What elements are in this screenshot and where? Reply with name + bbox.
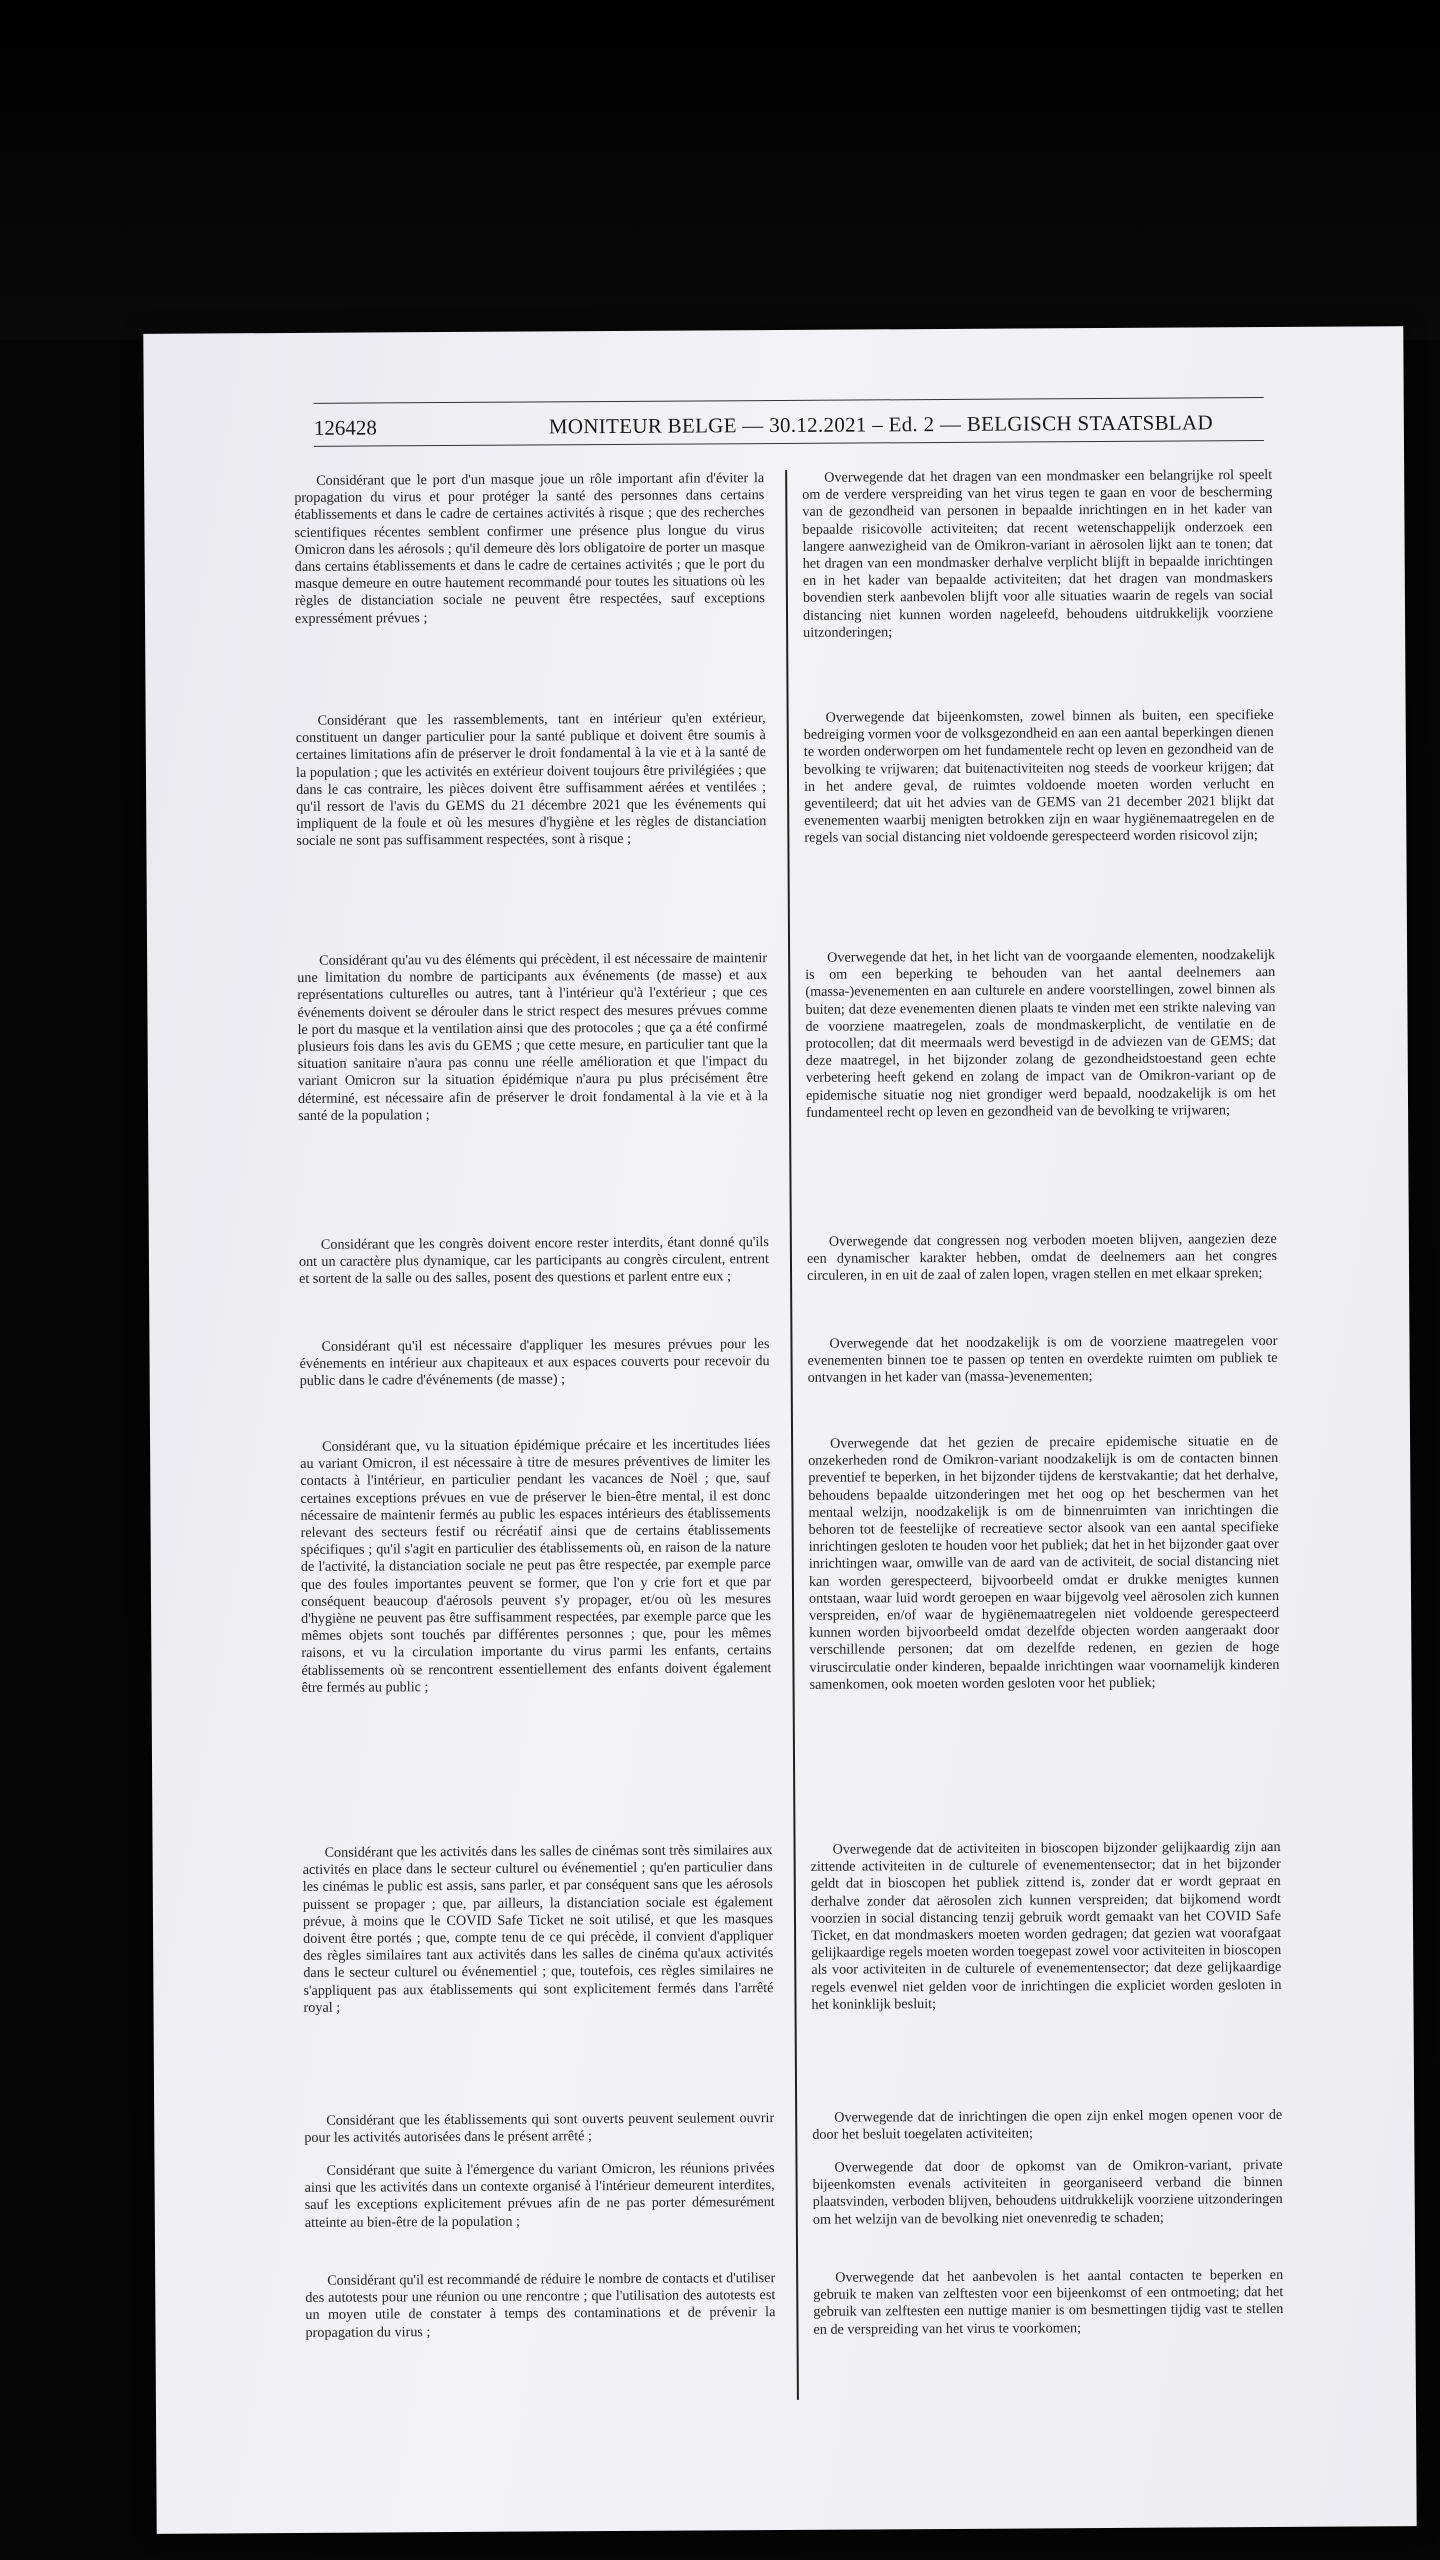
newspaper-page (143, 326, 1416, 2534)
paragraph-nl: Overwegende dat door de opkomst van de Omikron-variant, private bijeenkomsten evenals activiteiten in georganiseerd verband die binnen plaatsvinden, verboden blijven, behoudens uitdrukkelijk voorziene uitzonderingen om het welzijn van de bevolking niet onevenredig te schaden; (812, 2156, 1283, 2228)
paragraph-nl: Overwegende dat congressen nog verboden moeten blijven, aangezien deze een dynamischer karakter hebben, omdat de deelnemers aan het congres circuleren, in en uit de zaal of zalen lopen, vragen stellen en met elkaar spreken; (806, 1230, 1277, 1285)
paragraph-fr: Considérant que, vu la situation épidémique précaire et les incertitudes liées au variant Omicron, il est nécessaire à titre de mesures préventives de limiter les contacts à l'intérieur, en particulier pendant les vacances de Noël ; que, sauf certaines exceptions prévues en vue de préserver le bien-être mental, il est donc nécessaire de maintenir fermés au public les espaces intérieurs des établissements relevant des secteurs festif ou récréatif ainsi que de certains établissements spécifiques ; qu'il s'agit en particulier des établissements où, en raison de la nature de l'activité, la distanciation sociale ne peut pas être respectée, par exemple parce que des foules importantes peuvent se former, que l'on y crie fort et que par conséquent beaucoup d'aérosols peuvent s'y propager, et/ou où les mesures d'hygiène ne peuvent pas être suffisamment respectées, par exemple parce que les mêmes objets sont touchés par différentes personnes ; que, pour les mêmes raisons, et vu la circulation importante du virus parmi les enfants, certains établissements où se rencontrent essentiellement des enfants doivent également être fermés au public ; (300, 1436, 772, 1696)
column-divider (785, 470, 799, 2400)
paragraph-fr: Considérant que les congrès doivent encore rester interdits, étant donné qu'ils ont un caractère plus dynamique, car les participants au congrès circulent, entrent et sortent de la salle ou des salles, posent des questions et parlent entre eux ; (298, 1234, 770, 1288)
paragraph-nl: Overwegende dat het aanbevolen is het aantal contacten te beperken en gebruik te maken van zelftesten voor een bijeenkomst of een ontmoeting; dat het gebruik van zelftesten een nuttige manier is om besmettingen tijdig vast te stellen en de verspreiding van het virus te voorkomen; (813, 2266, 1284, 2338)
page-number: 126428 (313, 415, 377, 440)
paragraph-nl: Overwegende dat de activiteiten in bioscopen bijzonder gelijkaardig zijn aan zittende activiteiten in de culturele of evenementensector; dat in het bijzonder geldt dat in bioscopen het publiek zittend is, zonder dat er wordt gepraat en derhalve zonder dat aërosolen zich kunnen verspreiden; dat bijkomend wordt voorzien in social distancing tenzij gebruik wordt gemaakt van het COVID Safe Ticket, en dat mondmaskers moeten worden gedragen; dat gezien wat voorafgaat gelijkaardige regels moeten worden toegepast zowel voor activiteiten in bioscopen als voor activiteiten in de culturele of evenementensector; dat deze gelijkaardige regels evenwel niet gelden voor de inrichtingen die expliciet worden gesloten in het koninklijk besluit; (810, 1838, 1282, 2013)
paragraph-fr: Considérant que les rassemblements, tant en intérieur qu'en extérieur, constituent un danger particulier pour la santé publique et doivent être soumis à certaines limitations afin de préserver le droit fondamental à la vie et à la santé de la population ; que les activités en extérieur doivent toujours être privilégiées ; que dans le cas contraire, les pièces doivent être suffisamment aérées et ventilées ; qu'il ressort de l'avis du GEMS du 21 décembre 2021 que les événements qui impliquent de la foule et où les mesures d'hygiène et les règles de distanciation sociale ne sont pas suffisamment respectées, sont à risque ; (295, 710, 767, 850)
photo-background (0, 0, 1440, 340)
paragraph-fr: Considérant que suite à l'émergence du variant Omicron, les réunions privées ainsi que les activités dans un contexte organisé à l'intérieur demeurent interdites, sauf les exceptions explicitement prévues afin de ne pas porter démesurément atteinte au bien-être de la population ; (304, 2160, 775, 2231)
paragraph-nl: Overwegende dat bijeenkomsten, zowel binnen als buiten, een specifieke bedreiging vormen voor de volksgezondheid en aan een aantal beperkingen dienen te worden onderworpen om het fundamentele recht op leven en gezondheid van de bevolking te vrijwaren; dat buitenactiviteiten nog steeds de voorkeur krijgen; dat in het andere geval, de ruimtes voldoende moeten worden verlucht en geventileerd; dat uit het advies van de GEMS van 21 december 2021 blijkt dat evenementen waarbij menigten betrokken zijn en waar hygiënemaatregelen en de regels van social distancing niet voldoende gerespecteerd worden risicovol zijn; (803, 706, 1275, 847)
page-header (314, 397, 1264, 447)
paragraph-fr: Considérant qu'il est nécessaire d'appliquer les mesures prévues pour les événements en intérieur aux chapiteaux et aux espaces couverts pour recevoir du public dans le cadre d'événements (de masse) ; (299, 1336, 770, 1390)
two-column-body (294, 467, 1296, 2413)
paragraph-nl: Overwegende dat het gezien de precaire epidemische situatie en de onzekerheden rond de Omikron-variant noodzakelijk is om de contacten binnen preventief te beperken, in het bijzonder tijdens de kerstvakantie; dat het derhalve, behoudens bepaalde uitzonderingen met het oog op het beschermen van het mentaal welzijn, noodzakelijk is om de binnenruimten van inrichtingen die behoren tot de feestelijke of recreatieve sector alsook van een aantal specifieke inrichtingen gesloten te houden voor het publiek; dat het in het bijzonder gaat over inrichtingen waar, omwille van de aard van de activiteit, de social distancing niet kan worden gerespecteerd, bijvoorbeeld omdat er drukke menigtes kunnen ontstaan, waar luid wordt geroepen en waar bijgevolg veel aërosolen zich kunnen verspreiden, en/of waar de hygiënemaatregelen niet voldoende gerespecteerd kunnen worden bijvoorbeeld omdat dezelfde objecten worden aangeraakt door verschillende personen; dat om dezelfde redenen, en gezien de hoge viruscirculatie onder kinderen, bepaalde inrichtingen waar voornamelijk kinderen samenkomen, ook moeten worden gesloten voor het publiek; (808, 1432, 1280, 1693)
publication-title: MONITEUR BELGE — 30.12.2021 – Ed. 2 — BELGISCH STAATSBLAD (548, 410, 1214, 439)
paragraph-fr: Considérant que les activités dans les salles de cinémas sont très similaires aux activités en place dans le secteur culturel ou événementiel ; qu'en particulier dans les cinémas le public est assis, sans parler, et par conséquent sans que les aérosols puissent se propager ; que, par ailleurs, la distanciation sociale est également prévue, à moins que le COVID Safe Ticket ne soit utilisé, et que les masques doivent être portés ; que, compte tenu de ce qui précède, il convient d'appliquer des règles similaires tant aux activités dans les salles de cinéma qu'aux activités dans le secteur culturel ou événementiel ; que, toutefois, ces règles similaires ne s'appliquent pas aux établissements qui sont explicitement fermés dans l'arrêté royal ; (302, 1842, 774, 2016)
paragraph-nl: Overwegende dat het dragen van een mondmasker een belangrijke rol speelt om de verdere verspreiding van het virus tegen te gaan en voor de bescherming van de gezondheid van personen in bepaalde inrichtingen en in het kader van bepaalde risicovolle activiteiten; dat recent wetenschappelijk onderzoek een langere aanwezigheid van de Omikron-variant in aërosolen lijkt aan te tonen; dat het dragen van een mondmasker derhalve verplicht blijft in bepaalde inrichtingen en in het kader van bepaalde activiteiten; dat het dragen van mondmaskers bovendien sterk aanbevolen blijft voor alle situaties waarin de regels van social distancing niet kunnen worden nageleefd, behoudens uitdrukkelijk voorziene uitzonderingen; (802, 466, 1274, 641)
paragraph-nl: Overwegende dat het, in het licht van de voorgaande elementen, noodzakelijk is om een beperking te behouden van het aantal deelnemers aan (massa-)evenementen en aan culturele en andere voorstellingen, zowel binnen als buiten; dat deze evenementen dienen plaats te vinden met een strikte naleving van de voorziene maatregelen, zoals de mondmaskerplicht, de ventilatie en de protocollen; dat dit meermaals werd bevestigd in de adviezen van de GEMS; dat deze maatregel, in het bijzonder zolang de gezondheidstoestand geen echte verbetering heeft gekend en zolang de impact van de Omikron-variant op de epidemische situatie nog niet grondiger werd bepaald, noodzakelijk is om het fundamenteel recht op leven en gezondheid van de bevolking te vrijwaren; (805, 946, 1276, 1121)
paragraph-fr: Considérant qu'au vu des éléments qui précèdent, il est nécessaire de maintenir une limitation du nombre de participants aux événements (de masse) et aux représentations culturelles ou autres, tant à l'intérieur qu'à l'extérieur ; que ces événements doivent se dérouler dans le strict respect des mesures prévues comme le port du masque et la ventilation ainsi que des protocoles ; que ça a été confirmé plusieurs fois dans les avis du GEMS ; que cette mesure, en particulier tant que la situation sanitaire n'aura pas connu une réelle amélioration et que l'impact du variant Omicron sur la situation épidémique n'aura pu plus précisément être déterminé, est nécessaire afin de préserver le droit fondamental à la vie et à la santé de la population ; (297, 950, 769, 1124)
paragraph-fr: Considérant que le port d'un masque joue un rôle important afin d'éviter la propagation du virus et pour protéger la santé des personnes dans certains établissements et dans le cadre de certaines activités à risque ; que des recherches scientifiques récentes semblent confirmer une présence plus longue du virus Omicron dans les aérosols ; qu'il demeure dès lors obligatoire de porter un masque dans certains établissements et dans le cadre de certaines activités ; que le port du masque demeure en outre hautement recommandé pour toutes les situations où les règles de distanciation sociale ne peuvent être respectées, sauf exceptions expressément prévues ; (294, 470, 765, 627)
paragraph-fr: Considérant que les établissements qui sont ouverts peuvent seulement ouvrir pour les activités autorisées dans le présent arrêté ; (304, 2110, 775, 2147)
paragraph-nl: Overwegende dat de inrichtingen die open zijn enkel mogen openen voor de door het besluit toegelaten activiteiten; (812, 2106, 1283, 2144)
french-column (294, 470, 776, 2413)
paragraph-fr: Considérant qu'il est recommandé de réduire le nombre de contacts et d'utiliser des autotests pour une réunion ou une rencontre ; que l'utilisation des autotests est un moyen utile de constater à temps des contaminations et de prévenir la propagation du virus ; (305, 2270, 776, 2341)
dutch-column (802, 467, 1284, 2410)
paragraph-nl: Overwegende dat het noodzakelijk is om de voorziene maatregelen voor evenementen binnen toe te passen op tenten en overdekte ruimten om publiek te ontvangen in het kader van (massa-)evenementen; (807, 1332, 1278, 1387)
